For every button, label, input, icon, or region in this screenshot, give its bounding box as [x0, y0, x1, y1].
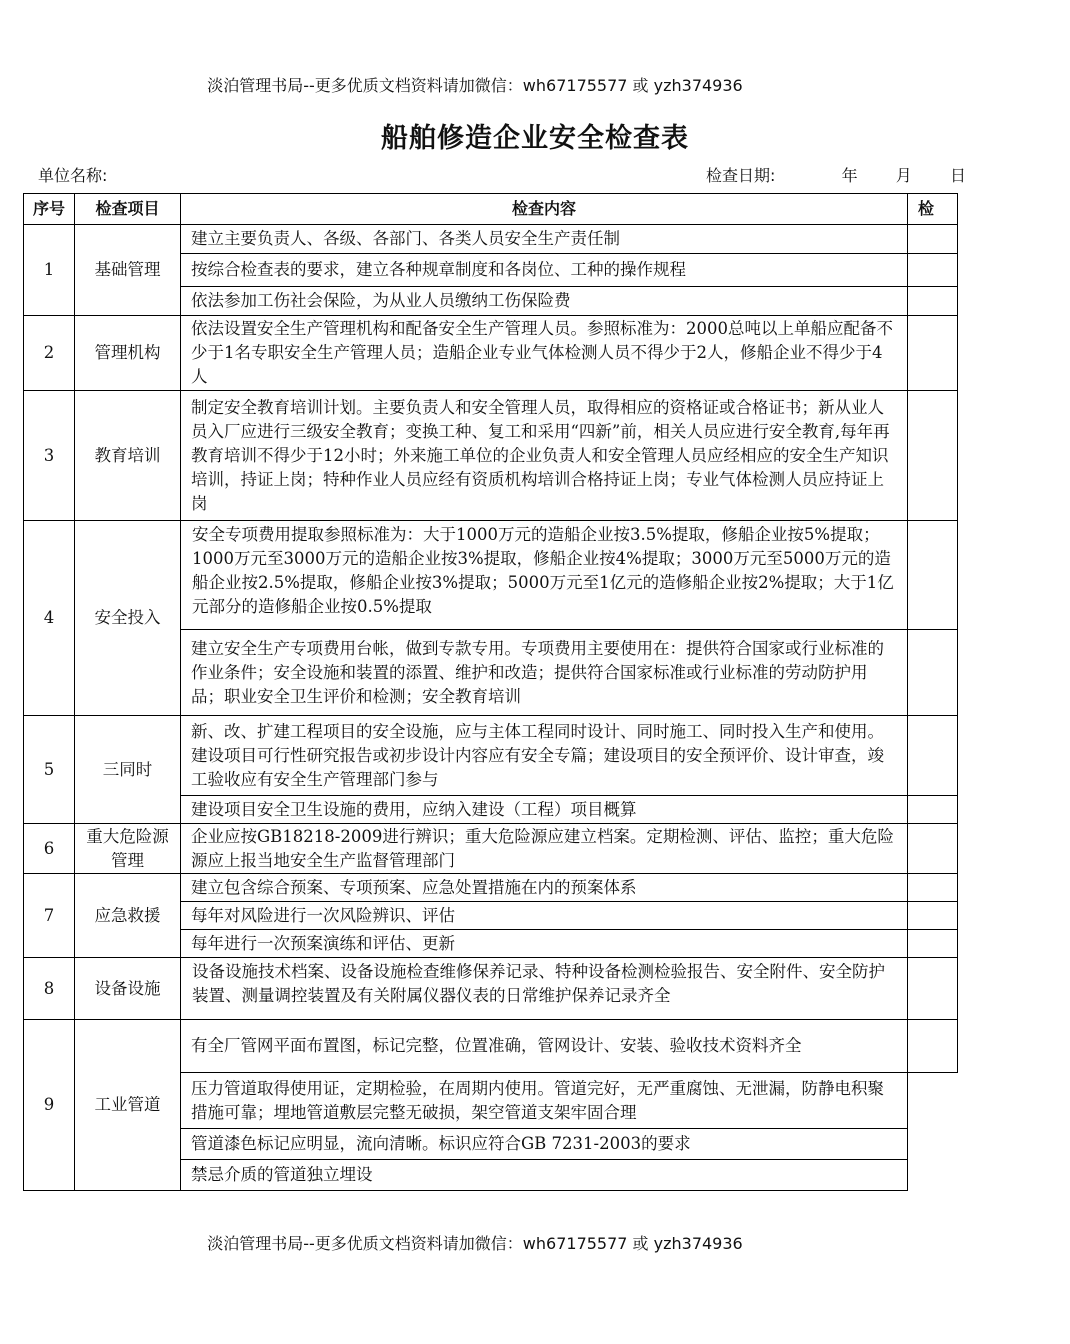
- check-content: 建立包含综合预案、专项预案、应急处置措施在内的预案体系: [181, 874, 908, 902]
- table-row: [24, 225, 958, 254]
- result-cell[interactable]: [908, 630, 958, 716]
- result-cell[interactable]: [908, 1160, 958, 1191]
- check-content: 依法设置安全生产管理机构和配备安全生产管理人员。参照标准为：2000总吨以上单船应配备不少于1名专职安全生产管理人员；造船企业专业气体检测人员不得少于2人，修船企业不得少于4人: [181, 316, 908, 391]
- check-item: 基础管理: [75, 225, 181, 316]
- check-content: 建设项目安全卫生设施的费用，应纳入建设（工程）项目概算: [181, 796, 908, 824]
- table-header-row: [24, 194, 958, 225]
- check-content: 按综合检查表的要求，建立各种规章制度和各岗位、工种的操作规程: [181, 254, 908, 287]
- result-cell[interactable]: [908, 902, 958, 930]
- result-cell[interactable]: [908, 824, 958, 874]
- result-cell[interactable]: [908, 1073, 958, 1129]
- header-content: 检查内容: [181, 194, 908, 225]
- header-note: 淡泊管理书局--更多优质文档资料请加微信：wh67175577 或 yzh374936: [207, 76, 743, 95]
- check-content: 依法参加工伤社会保险，为从业人员缴纳工伤保险费: [181, 287, 908, 316]
- row-number: 5: [24, 716, 75, 824]
- result-cell[interactable]: [908, 716, 958, 796]
- date-day: 日: [950, 166, 967, 185]
- result-cell[interactable]: [908, 796, 958, 824]
- result-cell[interactable]: [908, 930, 958, 958]
- check-item: 工业管道: [75, 1020, 181, 1191]
- check-content: 企业应按GB18218-2009进行辨识；重大危险源应建立档案。定期检测、评估、监控；重大危险源应上报当地安全生产监督管理部门: [181, 824, 908, 874]
- check-item: 三同时: [75, 716, 181, 824]
- table-row: [24, 391, 958, 521]
- table-row: [24, 521, 958, 630]
- result-cell[interactable]: [908, 1129, 958, 1160]
- check-date-label: 检查日期:: [706, 166, 776, 185]
- unit-name-label: 单位名称:: [38, 166, 108, 185]
- table-row: [24, 316, 958, 391]
- result-cell[interactable]: [908, 958, 958, 1020]
- result-cell[interactable]: [908, 225, 958, 254]
- check-item: 安全投入: [75, 521, 181, 716]
- check-content: 有全厂管网平面布置图，标记完整，位置准确，管网设计、安装、验收技术资料齐全: [181, 1020, 908, 1073]
- row-number: 3: [24, 391, 75, 521]
- result-cell[interactable]: [908, 287, 958, 316]
- row-number: 1: [24, 225, 75, 316]
- check-item: 教育培训: [75, 391, 181, 521]
- result-cell[interactable]: [908, 391, 958, 521]
- table-row: [24, 716, 958, 796]
- check-content: 每年对风险进行一次风险辨识、评估: [181, 902, 908, 930]
- check-content-text: 安全专项费用提取参照标准为：大于1000万元的造船企业按3.5%提取，修船企业按5%提取；1000万元至3000万元的造船企业按3%提取，修船企业按4%提取；3000万元至5000万元的造船企业按2.5%提取，修船企业按3%提取；5000万元至1亿元的造修船企业按2%提取；大于1亿元部分的造修船企业按0.5%提取: [192, 524, 894, 616]
- check-content: 制定安全教育培训计划。主要负责人和安全管理人员，取得相应的资格证或合格证书；新从业人员入厂应进行三级安全教育；变换工种、复工和采用“四新”前，相关人员应进行安全教育,每年再教育培训不得少于12小时；外来施工单位的企业负责人和安全管理人员应经相应的安全生产知识培训，持证上岗；特种作业人员应经有资质机构培训合格持证上岗；专业气体检测人员应持证上岗: [181, 391, 908, 521]
- table-row: [24, 958, 958, 1020]
- check-content: 建立安全生产专项费用台帐，做到专款专用。专项费用主要使用在：提供符合国家或行业标准的作业条件；安全设施和装置的添置、维护和改造；提供符合国家标准或行业标准的劳动防护用品；职业安全卫生评价和检测；安全教育培训: [181, 630, 908, 716]
- result-cell[interactable]: [908, 874, 958, 902]
- safety-checklist-table: [23, 193, 958, 1191]
- check-content: 新、改、扩建工程项目的安全设施，应与主体工程同时设计、同时施工、同时投入生产和使用。建设项目可行性研究报告或初步设计内容应有安全专篇；建设项目的安全预评价、设计审查，竣工验收应有安全生产管理部门参与: [181, 716, 908, 796]
- check-item: 应急救援: [75, 874, 181, 958]
- check-content: 压力管道取得使用证，定期检验，在周期内使用。管道完好，无严重腐蚀、无泄漏，防静电积聚措施可靠；埋地管道敷层完整无破损，架空管道支架牢固合理: [181, 1073, 908, 1129]
- check-item: 设备设施: [75, 958, 181, 1020]
- row-number: 7: [24, 874, 75, 958]
- check-content: [181, 521, 908, 630]
- row-number: 6: [24, 824, 75, 874]
- table-row: [24, 874, 958, 902]
- date-month: 月: [895, 166, 912, 185]
- check-content: [181, 958, 908, 1020]
- row-number: 8: [24, 958, 75, 1020]
- header-result: 检: [908, 194, 958, 225]
- check-item: 重大危险源管理: [75, 824, 181, 874]
- table-row: [24, 824, 958, 874]
- result-cell[interactable]: [908, 316, 958, 391]
- footer-note: 淡泊管理书局--更多优质文档资料请加微信：wh67175577 或 yzh374936: [207, 1234, 743, 1253]
- result-cell[interactable]: [908, 521, 958, 630]
- row-number: 2: [24, 316, 75, 391]
- check-content: 每年进行一次预案演练和评估、更新: [181, 930, 908, 958]
- check-date: [706, 163, 966, 186]
- check-content: 管道漆色标记应明显，流向清晰。标识应符合GB 7231-2003的要求: [181, 1129, 908, 1160]
- check-item: 管理机构: [75, 316, 181, 391]
- result-cell[interactable]: [908, 254, 958, 287]
- row-number: 4: [24, 521, 75, 716]
- check-content-text: 设备设施技术档案、设备设施检查维修保养记录、特种设备检测检验报告、安全附件、安全防护装置、测量调控装置及有关附属仪器仪表的日常维护保养记录齐全: [192, 961, 885, 1005]
- check-content: 禁忌介质的管道独立埋设: [181, 1160, 908, 1191]
- result-cell[interactable]: [908, 1020, 958, 1073]
- row-number: 9: [24, 1020, 75, 1191]
- date-year: 年: [841, 166, 858, 185]
- header-item: 检查项目: [75, 194, 181, 225]
- table-row: [24, 1020, 958, 1073]
- page-title: 船舶修造企业安全检查表: [381, 123, 689, 154]
- check-content: 建立主要负责人、各级、各部门、各类人员安全生产责任制: [181, 225, 908, 254]
- header-no: 序号: [24, 194, 75, 225]
